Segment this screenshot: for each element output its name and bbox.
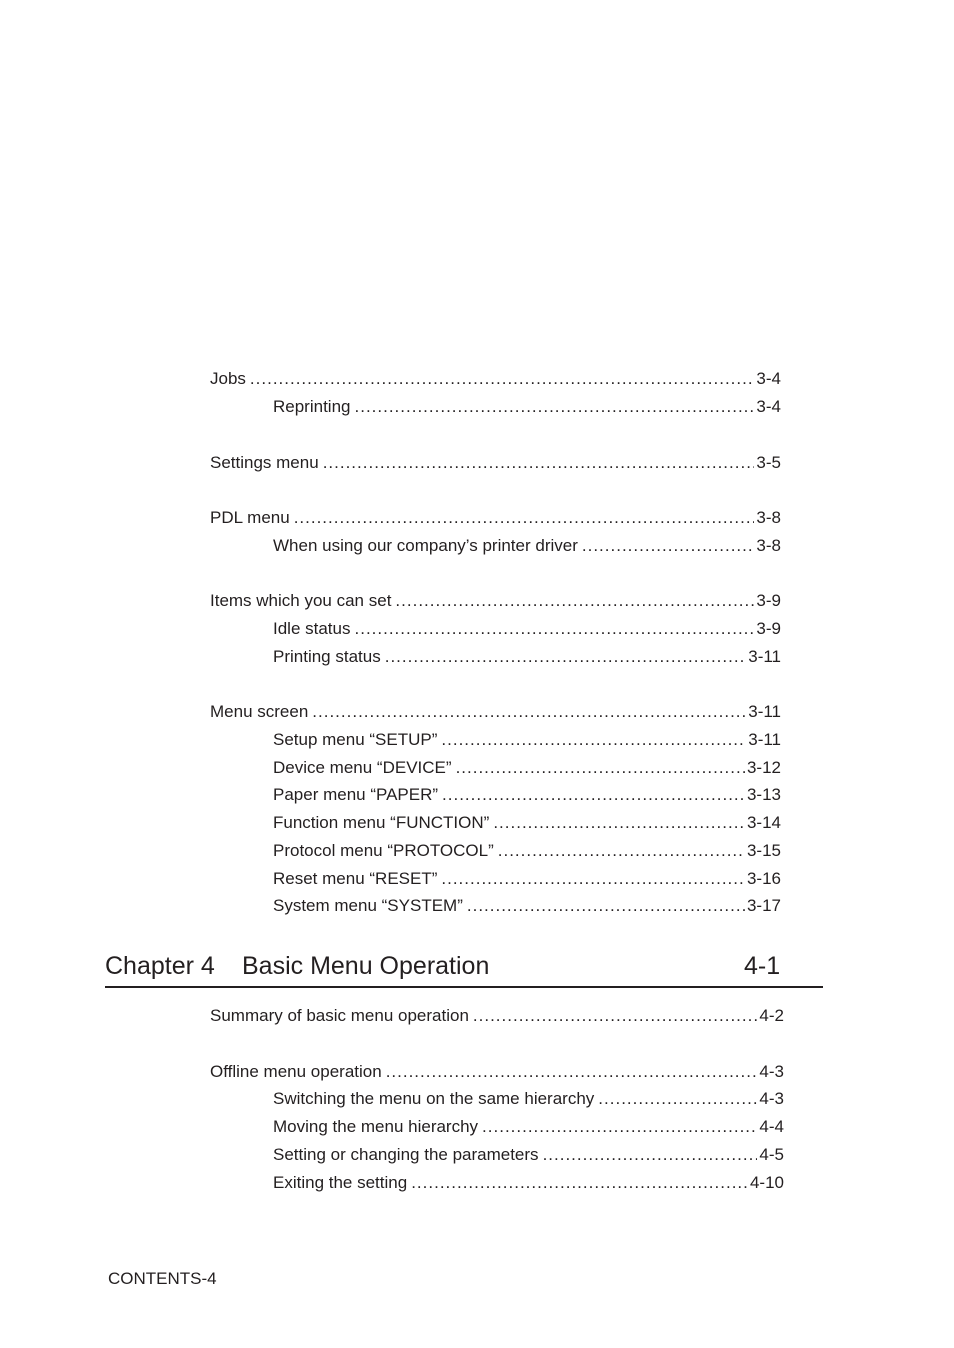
toc-entry-page: 3-9: [756, 619, 781, 638]
toc-entry-device-menu[interactable]: [273, 757, 781, 779]
toc-entry-paper-menu[interactable]: [273, 784, 781, 806]
toc-entry-settings-menu[interactable]: [210, 452, 781, 474]
toc-entry-label: Offline menu operation: [210, 1062, 382, 1081]
toc-entry-setting-parameters[interactable]: [273, 1144, 784, 1166]
toc-entry-label: Summary of basic menu operation: [210, 1006, 469, 1025]
toc-entry-page: 4-4: [759, 1117, 784, 1136]
toc-entry-setup-menu[interactable]: [273, 729, 781, 751]
toc-entry-label: Switching the menu on the same hierarchy: [273, 1089, 595, 1108]
leader-dots: [441, 868, 745, 890]
toc-entry-printing-status[interactable]: [273, 646, 781, 668]
toc-entry-page: 3-11: [748, 702, 781, 721]
toc-entry-label: Setup menu “SETUP”: [273, 730, 438, 749]
toc-entry-label: Moving the menu hierarchy: [273, 1117, 479, 1136]
leader-dots: [482, 1116, 757, 1138]
leader-dots: [441, 729, 746, 751]
toc-entry-reset-menu[interactable]: [273, 868, 781, 890]
chapter-page: 4-1: [744, 952, 781, 980]
toc-entry-label: Device menu “DEVICE”: [273, 758, 452, 777]
toc-entry-page: 3-13: [746, 785, 781, 804]
toc-entry-page: 3-17: [746, 896, 781, 915]
leader-dots: [582, 535, 755, 557]
toc-entry-page: 3-11: [748, 647, 781, 666]
toc-entry-system-menu[interactable]: [273, 895, 781, 917]
toc-entry-page: 4-3: [759, 1089, 784, 1108]
leader-dots: [411, 1172, 748, 1194]
leader-dots: [385, 646, 747, 668]
toc-entry-page: 3-12: [746, 758, 781, 777]
toc-entry-page: 4-3: [759, 1062, 784, 1081]
toc-entry-label: Printing status: [273, 647, 381, 666]
toc-entry-page: 3-9: [756, 591, 781, 610]
leader-dots: [543, 1144, 758, 1166]
chapter-heading[interactable]: [105, 948, 823, 988]
toc-entry-page: 3-15: [746, 841, 781, 860]
leader-dots: [493, 812, 745, 834]
toc-entry-page: 3-4: [756, 369, 781, 388]
toc-entry-label: Exiting the setting: [273, 1173, 408, 1192]
toc-entry-label: System menu “SYSTEM”: [273, 896, 463, 915]
toc-entry-function-menu[interactable]: [273, 812, 781, 834]
leader-dots: [355, 618, 755, 640]
toc-entry-moving-hierarchy[interactable]: [273, 1116, 784, 1138]
toc-entry-label: Protocol menu “PROTOCOL”: [273, 841, 494, 860]
leader-dots: [386, 1061, 758, 1083]
chapter-number: Chapter 4: [105, 952, 215, 980]
leader-dots: [498, 840, 745, 862]
toc-entry-label: Setting or changing the parameters: [273, 1145, 539, 1164]
toc-entry-label: Menu screen: [210, 702, 309, 721]
toc-entry-label: PDL menu: [210, 508, 290, 527]
toc-entry-exiting-setting[interactable]: [273, 1172, 784, 1194]
toc-entry-label: Function menu “FUNCTION”: [273, 813, 490, 832]
toc-entry-label: When using our company’s printer driver: [273, 536, 578, 555]
leader-dots: [294, 507, 755, 529]
leader-dots: [467, 895, 745, 917]
toc-entry-menu-screen[interactable]: [210, 701, 781, 723]
toc-entry-page: 3-4: [756, 397, 781, 416]
leader-dots: [442, 784, 745, 806]
leader-dots: [598, 1088, 757, 1110]
chapter-title: Basic Menu Operation: [242, 952, 490, 980]
leader-dots: [456, 757, 745, 779]
leader-dots: [323, 452, 755, 474]
toc-entry-jobs[interactable]: [210, 368, 781, 390]
toc-entry-page: 3-14: [746, 813, 781, 832]
toc-entry-summary-basic-menu[interactable]: [210, 1005, 784, 1027]
toc-entry-label: Reprinting: [273, 397, 351, 416]
toc-entry-label: Items which you can set: [210, 591, 392, 610]
toc-entry-items-you-can-set[interactable]: [210, 590, 781, 612]
toc-entry-page: 3-5: [756, 453, 781, 472]
toc-entry-printer-driver[interactable]: [273, 535, 781, 557]
toc-entry-page: 4-10: [749, 1173, 784, 1192]
toc-entry-protocol-menu[interactable]: [273, 840, 781, 862]
leader-dots: [250, 368, 755, 390]
toc-entry-label: Paper menu “PAPER”: [273, 785, 439, 804]
leader-dots: [355, 396, 755, 418]
toc-entry-page: 3-8: [756, 508, 781, 527]
page-footer: CONTENTS-4: [108, 1269, 217, 1288]
toc-entry-page: 3-8: [756, 536, 781, 555]
leader-dots: [395, 590, 754, 612]
toc-entry-label: Settings menu: [210, 453, 319, 472]
toc-entry-label: Reset menu “RESET”: [273, 869, 438, 888]
toc-entry-label: Idle status: [273, 619, 351, 638]
toc-entry-idle-status[interactable]: [273, 618, 781, 640]
leader-dots: [312, 701, 746, 723]
toc-entry-offline-menu[interactable]: [210, 1061, 784, 1083]
toc-entry-label: Jobs: [210, 369, 246, 388]
toc-entry-page: 4-2: [759, 1006, 784, 1025]
toc-entry-pdl-menu[interactable]: [210, 507, 781, 529]
toc-entry-reprinting[interactable]: [273, 396, 781, 418]
toc-entry-page: 3-16: [746, 869, 781, 888]
toc-entry-switching-menu[interactable]: [273, 1088, 784, 1110]
toc-entry-page: 3-11: [748, 730, 781, 749]
leader-dots: [473, 1005, 758, 1027]
toc-entry-page: 4-5: [759, 1145, 784, 1164]
